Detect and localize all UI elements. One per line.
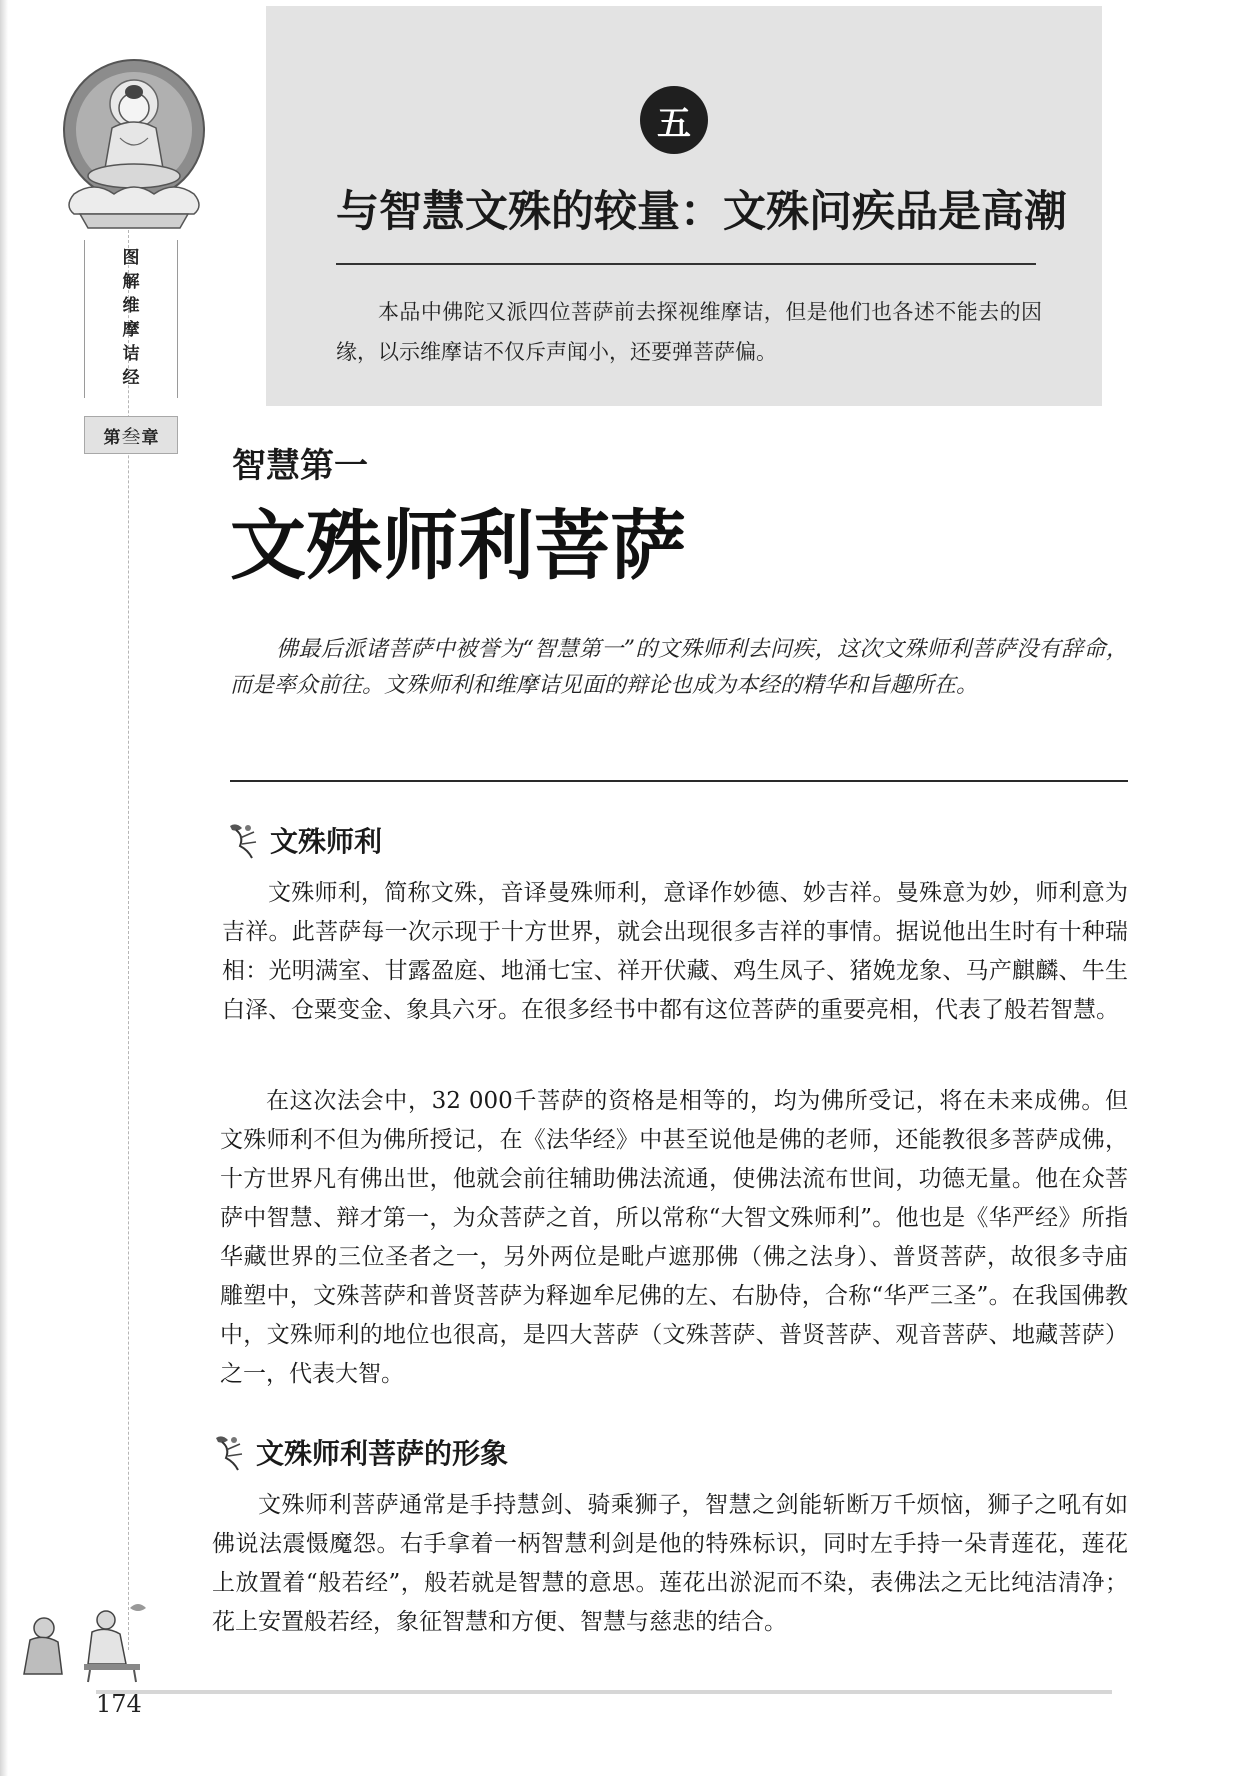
book-title-char: 摩 <box>122 320 140 340</box>
book-title-char: 诘 <box>122 344 140 364</box>
section-intro: 本品中佛陀又派四位菩萨前去探视维摩诘，但是他们也各述不能去的因缘，以示维摩诘不仅斥声闻小，还要弹菩萨偏。 <box>336 300 1042 364</box>
book-title-char: 维 <box>122 296 140 316</box>
chapter-prefix: 第 <box>103 427 121 448</box>
body-paragraph: 文殊师利，简称文殊，音译曼殊师利，意译作妙德、妙吉祥。曼殊意为妙，师利意为吉祥。此菩萨每一次示现于十方世界，就会出现很多吉祥的事情。据说他出生时有十种瑞相：光明满室、甘露盈庭、地涌七宝、祥开伏藏、鸡生凤子、猪娩龙象、马产麒麟、牛生白泽、仓粟变金、象具六牙。在很多经书中都有这位菩萨的重要亮相，代表了般若智慧。 <box>222 880 1128 1023</box>
chapter-suffix: 章 <box>141 427 159 448</box>
scholar-ornament-icon <box>226 820 260 860</box>
chapter-tab <box>84 416 178 454</box>
article-kicker: 智慧第一 <box>232 446 368 486</box>
book-title-vertical <box>84 240 178 398</box>
footer-divider <box>96 1690 1112 1694</box>
book-title-char: 图 <box>122 248 140 268</box>
subsection-heading-text: 文殊师利 <box>270 825 383 858</box>
subsection-heading <box>226 820 382 860</box>
body-paragraph: 在这次法会中，32 000千菩萨的资格是相等的，均为佛所受记，将在未来成佛。但文殊师利不但为佛所授记，在《法华经》中甚至说他是佛的老师，还能教很多菩萨成佛，十方世界凡有佛出世，他就会前往辅助佛法流通，使佛法流布世间，功德无量。他在众菩萨中智慧、辩才第一，为众菩萨之首，所以常称“大智文殊师利”。他也是《华严经》所指华藏世界的三位圣者之一，另外两位是毗卢遮那佛（佛之法身）、普贤菩萨，故很多寺庙雕塑中，文殊菩萨和普贤菩萨为释迦牟尼佛的左、右胁侍，合称“华严三圣”。在我国佛教中，文殊师利的地位也很高，是四大菩萨（文殊菩萨、普贤菩萨、观音菩萨、地藏菩萨）之一，代表大智。 <box>220 1088 1128 1387</box>
page-edge-shadow <box>0 0 8 1776</box>
page-number: 174 <box>96 1690 142 1718</box>
article-title: 文殊师利菩萨 <box>230 501 686 590</box>
section-number-badge: 五 <box>640 86 708 154</box>
scholar-ornament-icon <box>212 1432 246 1472</box>
book-title-char: 经 <box>122 368 140 388</box>
chapter-number: 叁 <box>121 425 141 448</box>
section-title-divider <box>336 263 1036 265</box>
lead-divider <box>230 780 1128 782</box>
article-lead: 佛最后派诸菩萨中被誉为“智慧第一”的文殊师利去问疾，这次文殊师利菩萨没有辞命，而是率众前往。文殊师利和维摩诘见面的辩论也成为本经的精华和旨趣所在。 <box>230 637 1128 698</box>
section-title: 与智慧文殊的较量：文殊问疾品是高潮 <box>336 187 1067 237</box>
monks-illustration-icon <box>14 1594 154 1684</box>
buddha-medallion-icon <box>54 56 214 234</box>
body-paragraph: 文殊师利菩萨通常是手持慧剑、骑乘狮子，智慧之剑能斩断万千烦恼，狮子之吼有如佛说法震慑魔怨。右手拿着一柄智慧利剑是他的特殊标识，同时左手持一朵青莲花，莲花上放置着“般若经”，般若就是智慧的意思。莲花出淤泥而不染，表佛法之无比纯洁清净；花上安置般若经，象征智慧和方便、智慧与慈悲的结合。 <box>212 1492 1128 1635</box>
subsection-heading <box>212 1432 508 1472</box>
book-title-char: 解 <box>122 272 140 292</box>
subsection-heading-text: 文殊师利菩萨的形象 <box>256 1437 509 1470</box>
